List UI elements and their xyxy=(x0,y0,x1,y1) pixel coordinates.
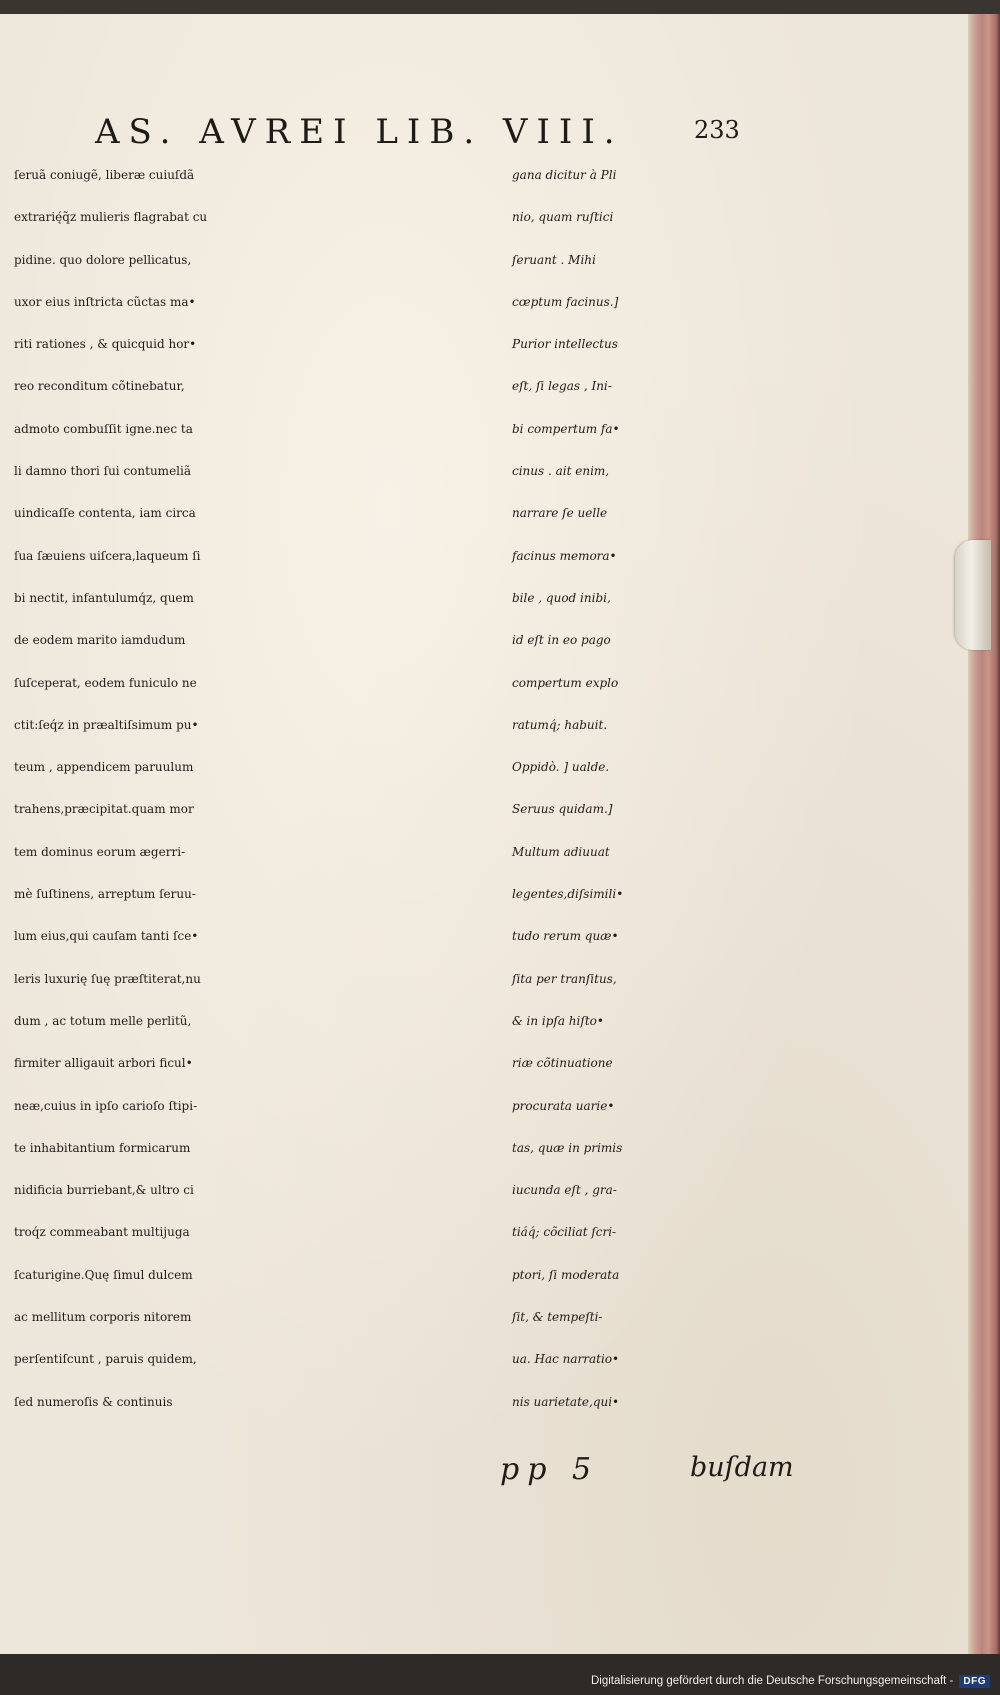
main-text-column xyxy=(14,154,514,1423)
gloss-line: gana dicitur à Pli xyxy=(512,168,617,182)
main-text-line: teum , appendicem paruulum xyxy=(14,760,194,775)
gloss-line: facinus memora• xyxy=(512,548,617,563)
main-text-line: perſentiſcunt , paruis quidem, xyxy=(14,1352,197,1367)
main-text-line: ſed numeroſis & continuis xyxy=(14,1394,173,1409)
gloss-line: bi compertum fa• xyxy=(512,421,620,436)
folio-number: 233 xyxy=(694,116,740,144)
gloss-line: ſit, & tempeſti- xyxy=(512,1310,603,1325)
main-text-line: riti rationes , & quicquid hor• xyxy=(14,337,197,352)
main-text-line: ſuſceperat, eodem funiculo ne xyxy=(14,675,197,690)
main-text-line: leris luxurię ſuę præſtiterat,nu xyxy=(14,971,201,986)
main-text-line: ac mellitum corporis nitorem xyxy=(14,1310,192,1325)
main-text-line: te inhabitantium formicarum xyxy=(14,1140,191,1155)
main-text-line: tem dominus eorum ægerri- xyxy=(14,844,186,859)
main-text-line: ctit:ſeq́z in præaltiſsimum pu• xyxy=(14,717,199,732)
footer-credit-text: Digitalisierung gefördert durch die Deutsche Forschungsgemeinschaft - xyxy=(590,1675,954,1687)
signature-mark: pp 5 xyxy=(500,1452,600,1487)
main-text-line: bi nectit, infantulumq́z, quem xyxy=(14,590,194,605)
gloss-line: Multum adiuuat xyxy=(512,844,610,859)
gloss-line: & in ipſa hiſto• xyxy=(512,1013,604,1028)
main-text-line: mè ſuſtinens, arreptum ſeruu- xyxy=(14,887,196,902)
gloss-line: ſeruant . Mihi xyxy=(512,252,596,267)
main-text-line: neæ,cuius in ipſo carioſo ſtipi- xyxy=(14,1098,198,1113)
gloss-line: eſt, ſi legas , Ini- xyxy=(512,379,612,394)
gloss-line: ua. Hac narratio• xyxy=(512,1352,620,1367)
gloss-line: Seruus quidam.] xyxy=(512,802,613,817)
book-clasp xyxy=(955,540,991,650)
gloss-line: narrare ſe uelle xyxy=(512,506,608,521)
main-text-line: pidine. quo dolore pellicatus, xyxy=(14,252,192,267)
gloss-line: ptori, ſi moderata xyxy=(512,1267,620,1282)
page-fore-edge xyxy=(968,14,1000,1654)
main-text-line: extrarię́q̃z mulieris flagrabat cu xyxy=(14,210,208,225)
gloss-line: ratumq́; habuit. xyxy=(512,717,608,732)
gloss-line: Oppidò. ] ualde. xyxy=(512,760,610,775)
main-text-line: ſeruã coniugẽ, liberæ cuiuſdã xyxy=(14,168,195,182)
main-text-line: uindicaſſe contenta, iam circa xyxy=(14,506,196,521)
gloss-line: cinus . ait enim, xyxy=(512,464,610,479)
main-text-line: admoto combuſſit igne.nec ta xyxy=(14,421,193,436)
main-text-line: lum eius,qui cauſam tanti ſce• xyxy=(14,929,199,944)
gloss-line: procurata uarie• xyxy=(512,1098,615,1113)
main-text-line: firmiter alligauit arbori ficul• xyxy=(14,1056,193,1071)
gloss-line: cœptum facinus.] xyxy=(512,294,619,309)
book-page xyxy=(0,14,968,1654)
gloss-line: Purior intellectus xyxy=(512,337,618,352)
gloss-line: tiáq́; cõciliat ſcri- xyxy=(512,1225,617,1240)
dfg-logo: DFG xyxy=(959,1675,990,1688)
gloss-line: nis uarietate,qui• xyxy=(512,1394,620,1409)
gloss-line: id eſt in eo pago xyxy=(512,633,611,648)
gloss-line: legentes,diſsimili• xyxy=(512,887,624,902)
footer-credit xyxy=(591,1672,990,1690)
gloss-line: riæ cõtinuatione xyxy=(512,1056,613,1071)
gloss-line: compertum explo xyxy=(512,675,619,690)
main-text-line: uxor eius inſtricta cũctas ma• xyxy=(14,294,196,309)
running-head: AS. AVREI LIB. VIII. xyxy=(95,112,624,152)
main-text-line: li damno thori ſui contumeliã xyxy=(14,464,191,479)
gloss-line: tudo rerum quæ• xyxy=(512,929,619,944)
main-text-line: nidificia burriebant,& ultro ci xyxy=(14,1183,194,1198)
main-text-line: dum , ac totum melle perlitũ, xyxy=(14,1013,192,1028)
gloss-line: nio, quam ruſtici xyxy=(512,210,614,225)
main-text-line: reo reconditum cõtinebatur, xyxy=(14,379,185,394)
main-text-line: troq́z commeabant multijuga xyxy=(14,1225,190,1240)
main-text-line: ſua ſæuiens uiſcera,laqueum ſi xyxy=(14,548,201,563)
main-text-line: trahens,præcipitat.quam mor xyxy=(14,802,194,817)
gloss-line: tas, quæ in primis xyxy=(512,1140,623,1155)
gloss-line: ſita per tranſitus, xyxy=(512,971,617,986)
main-text-line: de eodem marito iamdudum xyxy=(14,633,186,648)
gloss-line: iucunda eſt , gra- xyxy=(512,1183,617,1198)
gloss-column xyxy=(512,154,802,1423)
catchword: buſdam xyxy=(690,1452,794,1483)
main-text-line: ſcaturigine.Quę ſimul dulcem xyxy=(14,1267,193,1282)
gloss-line: bile , quod inibi, xyxy=(512,590,611,605)
